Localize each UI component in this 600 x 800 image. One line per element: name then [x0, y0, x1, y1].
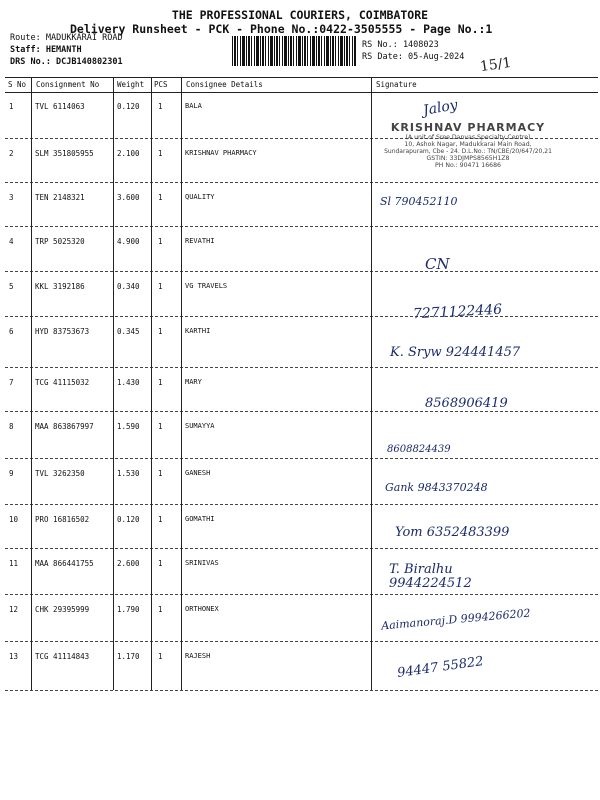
row-signature: 7271122446 — [412, 301, 503, 323]
row-sno: 10 — [9, 515, 19, 524]
page-title: THE PROFESSIONAL COURIERS, COIMBATORE — [171, 8, 429, 22]
row-weight: 1.790 — [117, 605, 140, 614]
row-sno: 4 — [9, 237, 14, 246]
row-consignment: CHK 29395999 — [35, 605, 90, 614]
col-signature: Signature — [376, 80, 417, 89]
stamp-line: PH No.: 90471 16686 — [434, 162, 501, 169]
row-weight: 1.590 — [117, 422, 140, 431]
row-consignment: TVL 3262350 — [35, 469, 85, 478]
col-divider — [371, 78, 372, 92]
table-row — [5, 183, 598, 227]
row-consignee: KARTHI — [185, 327, 211, 335]
table-header — [5, 77, 598, 93]
col-line — [181, 92, 182, 690]
row-sno: 8 — [9, 422, 14, 431]
row-sno: 2 — [9, 149, 14, 158]
row-pcs: 1 — [158, 559, 163, 568]
col-line — [113, 92, 114, 690]
row-sno: 6 — [9, 327, 14, 336]
row-sno: 11 — [9, 559, 19, 568]
row-consignee: REVATHI — [185, 237, 215, 245]
stamp-line: (A unit of Sree Danvas Specialty Centre) — [405, 134, 531, 141]
row-consignment: MAA 863867997 — [35, 422, 94, 431]
col-line — [151, 92, 152, 690]
row-consignee: SUMAYYA — [185, 422, 215, 430]
row-consignment: TRP 5025320 — [35, 237, 85, 246]
row-weight: 4.900 — [117, 237, 140, 246]
col-sno: S No — [8, 80, 27, 89]
row-signature: 94447 55822 — [396, 654, 485, 681]
row-sno: 13 — [9, 652, 19, 661]
col-consignee: Consignee Details — [186, 80, 263, 89]
row-weight: 1.170 — [117, 652, 140, 661]
row-pcs: 1 — [158, 422, 163, 431]
rs-number: RS No.: 1408023 — [362, 40, 439, 50]
row-signature: 8568906419 — [425, 396, 508, 411]
row-pcs: 1 — [158, 652, 163, 661]
row-pcs: 1 — [158, 378, 163, 387]
row-sno: 9 — [9, 469, 14, 478]
row-consignee: KRISHNAV PHARMACY — [185, 149, 257, 157]
row-consignment: HYD 83753673 — [35, 327, 90, 336]
col-divider — [151, 78, 152, 92]
row-consignee: MARY — [185, 378, 202, 386]
stamp-line: 10, Ashok Nagar, Madukkarai Main Road, — [404, 141, 532, 148]
table-row — [5, 368, 598, 412]
row-pcs: 1 — [158, 193, 163, 202]
handwritten-note: 15/1 — [479, 54, 513, 76]
row-consignment: TEN 2148321 — [35, 193, 85, 202]
col-line — [371, 92, 372, 690]
table-row — [5, 642, 598, 691]
row-pcs: 1 — [158, 515, 163, 524]
row-consignee: VG TRAVELS — [185, 282, 228, 290]
col-weight: Weight — [117, 80, 145, 89]
row-consignment: MAA 866441755 — [35, 559, 94, 568]
row-pcs: 1 — [158, 605, 163, 614]
row-consignee: BALA — [185, 102, 202, 110]
row-consignment: TCG 41114843 — [35, 652, 90, 661]
row-weight: 0.120 — [117, 515, 140, 524]
row-pcs: 1 — [158, 469, 163, 478]
row-weight: 0.340 — [117, 282, 140, 291]
row-weight: 1.530 — [117, 469, 140, 478]
row-consignee: ORTHONEX — [185, 605, 219, 613]
row-signature: Sl 790452110 — [380, 195, 458, 208]
row-consignment: PRO 16816502 — [35, 515, 90, 524]
pharmacy-stamp — [378, 121, 558, 183]
row-signature: Aaimanoraj.D 9994266202 — [380, 606, 532, 633]
table-row — [5, 595, 598, 642]
route-value: MADUKKARAI ROAD — [45, 33, 123, 43]
row-consignment: KKL 3192186 — [35, 282, 85, 291]
row-sno: 3 — [9, 193, 14, 202]
page-subtitle: Delivery Runsheet - PCK - Phone No.:0422-3505555 - Page No.:1 — [70, 22, 493, 36]
row-pcs: 1 — [158, 282, 163, 291]
row-weight: 2.600 — [117, 559, 140, 568]
row-signature: CN — [425, 255, 450, 273]
col-consignment: Consignment No — [36, 80, 100, 89]
row-weight: 3.600 — [117, 193, 140, 202]
rs-date: RS Date: 05-Aug-2024 — [362, 52, 465, 62]
row-weight: 1.430 — [117, 378, 140, 387]
route-line — [10, 33, 123, 43]
table-row — [5, 549, 598, 595]
table-row — [5, 227, 598, 272]
staff-line: Staff: HEMANTH — [10, 45, 82, 55]
drs-number: DRS No.: DCJB140802301 — [10, 57, 123, 67]
row-pcs: 1 — [158, 102, 163, 111]
row-pcs: 1 — [158, 327, 163, 336]
stamp-line: Sundarapuram, Cbe - 24. D.L.No.: TN/CBE/20/647/20,21 — [384, 148, 552, 155]
row-consignee: GOMATHI — [185, 515, 215, 523]
row-weight: 2.100 — [117, 149, 140, 158]
row-weight: 0.345 — [117, 327, 140, 336]
row-signature: T. Biralhu 9944224512 — [389, 562, 472, 591]
col-line — [31, 92, 32, 690]
row-pcs: 1 — [158, 149, 163, 158]
col-divider — [31, 78, 32, 92]
row-consignment: TVL 6114063 — [35, 102, 85, 111]
stamp-name: KRISHNAV PHARMACY — [390, 121, 546, 134]
row-consignment: TCG 41115032 — [35, 378, 90, 387]
row-consignment: SLM 351805955 — [35, 149, 94, 158]
row-signature: 8608824439 — [387, 444, 451, 455]
barcode-image — [232, 36, 356, 66]
row-consignee: RAJESH — [185, 652, 211, 660]
row-pcs: 1 — [158, 237, 163, 246]
table-row — [5, 317, 598, 368]
row-signature: Jaloy — [421, 97, 459, 119]
row-consignee: SRINIVAS — [185, 559, 219, 567]
table-row — [5, 505, 598, 549]
row-sno: 7 — [9, 378, 14, 387]
stamp-line: GSTIN: 33DJMPS8565H1Z8 — [426, 155, 510, 162]
route-label: Route: — [10, 33, 41, 43]
row-sno: 5 — [9, 282, 14, 291]
row-weight: 0.120 — [117, 102, 140, 111]
col-divider — [113, 78, 114, 92]
col-divider — [181, 78, 182, 92]
row-sno: 1 — [9, 102, 14, 111]
row-signature: Yom 6352483399 — [395, 525, 510, 540]
table-row — [5, 412, 598, 459]
row-consignee: QUALITY — [185, 193, 215, 201]
table-row — [5, 459, 598, 505]
row-consignee: GANESH — [185, 469, 211, 477]
row-sno: 12 — [9, 605, 19, 614]
col-pcs: PCS — [154, 80, 168, 89]
table-row — [5, 272, 598, 323]
row-signature: Gank 9843370248 — [385, 481, 488, 494]
row-signature: K. Sryw 924441457 — [390, 345, 521, 360]
